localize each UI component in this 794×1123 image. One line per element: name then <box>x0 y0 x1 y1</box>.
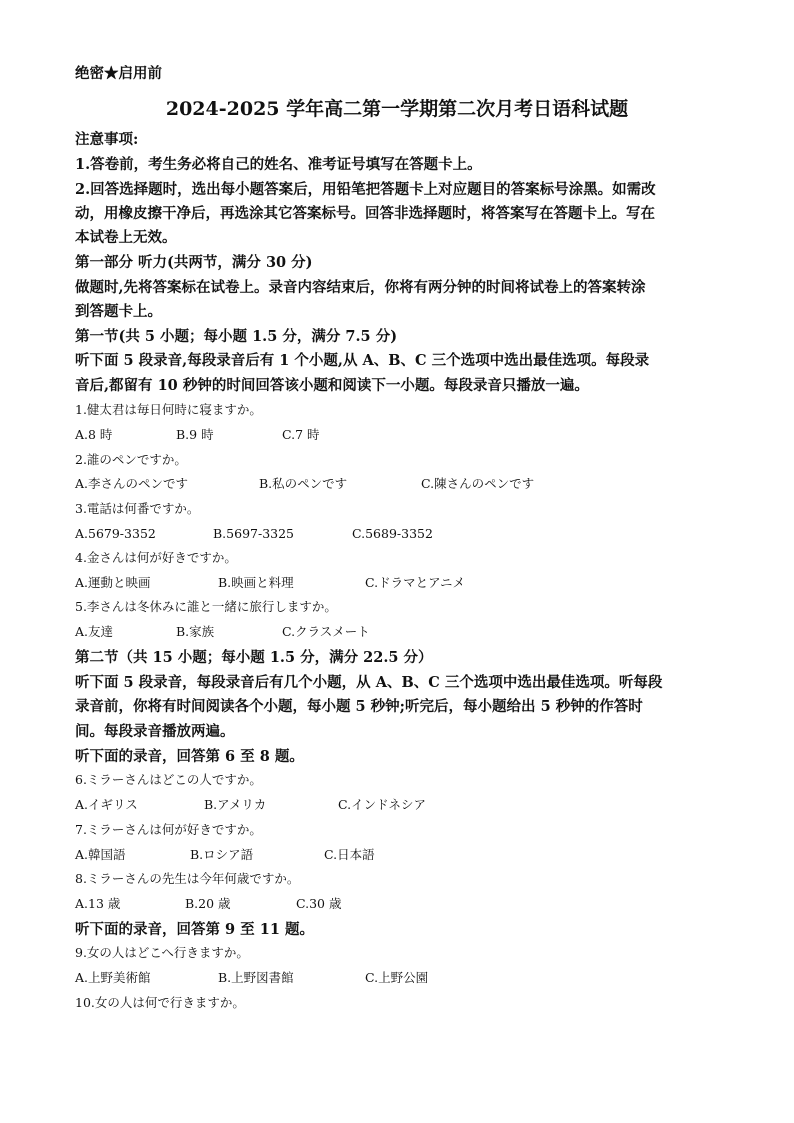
q9-option-b: B.上野図書館 <box>218 970 294 985</box>
question-6: 6.ミラーさんはどこの人ですか。 <box>75 772 262 787</box>
question-5: 5.李さんは冬休みに誰と一緒に旅行しますか。 <box>75 599 337 614</box>
question-3: 3.電話は何番ですか。 <box>75 501 200 516</box>
question-7: 7.ミラーさんは何が好きですか。 <box>75 822 262 837</box>
q2-option-a: A.李さんのペンです <box>75 476 189 491</box>
question-2: 2.誰のペンですか。 <box>75 452 187 467</box>
q4-option-a: A.運動と映画 <box>75 575 151 590</box>
q6-option-c: C.インドネシア <box>338 797 426 812</box>
q2-option-b: B.私のペンです <box>259 476 348 491</box>
q8-option-c: C.30 歳 <box>296 896 342 911</box>
question-4: 4.金さんは何が好きですか。 <box>75 550 237 565</box>
question-1: 1.健太君は毎日何時に寝ますか。 <box>75 402 262 417</box>
q1-option-c: C.7 時 <box>282 427 320 442</box>
section2-heading: 第二节（共 15 小题；每小题 1.5 分，满分 22.5 分） <box>75 649 433 666</box>
page-title: 2024-2025 学年高二第一学期第二次月考日语科试题 <box>165 98 629 120</box>
q1-option-b: B.9 時 <box>176 427 214 442</box>
q7-option-a: A.韓国語 <box>75 847 126 862</box>
part1-instruction-line-1: 做题时,先将答案标在试卷上。录音内容结束后，你将有两分钟的时间将试卷上的答案转涂 <box>75 279 646 296</box>
q4-option-b: B.映画と料理 <box>218 575 294 590</box>
question-10: 10.女の人は何で行きますか。 <box>75 995 245 1010</box>
section1-instruction-line-2: 音后,都留有 10 秒钟的时间回答该小题和阅读下一小题。每段录音只播放一遍。 <box>75 377 589 394</box>
section2-instruction-line-2: 录音前，你将有时间阅读各个小题，每小题 5 秒钟;听完后，每小题给出 5 秒钟的作答时 <box>75 698 643 715</box>
group-heading-6-8: 听下面的录音，回答第 6 至 8 题。 <box>75 748 304 765</box>
group-heading-9-11: 听下面的录音，回答第 9 至 11 题。 <box>75 921 314 938</box>
q9-option-a: A.上野美術館 <box>75 970 151 985</box>
section2-instruction-line-3: 间。每段录音播放两遍。 <box>75 723 235 740</box>
secret-mark: 绝密★启用前 <box>75 65 162 82</box>
q8-option-a: A.13 歳 <box>75 896 121 911</box>
q7-option-b: B.ロシア語 <box>190 847 254 862</box>
q5-option-b: B.家族 <box>176 624 215 639</box>
section2-instruction-line-1: 听下面 5 段录音，每段录音后有几个小题，从 A、B、C 三个选项中选出最佳选项。听每段 <box>75 674 663 691</box>
question-8: 8.ミラーさんの先生は今年何歳ですか。 <box>75 871 300 886</box>
part1-heading: 第一部分 听力(共两节，满分 30 分) <box>75 254 313 271</box>
q7-option-c: C.日本語 <box>324 847 375 862</box>
notice-item-2-line-3: 本试卷上无效。 <box>75 229 177 246</box>
notice-item-1: 1.答卷前，考生务必将自己的姓名、准考证号填写在答题卡上。 <box>75 156 482 173</box>
section1-heading: 第一节(共 5 小题；每小题 1.5 分，满分 7.5 分) <box>75 328 398 345</box>
part1-instruction-line-2: 到答题卡上。 <box>75 303 162 320</box>
q4-option-c: C.ドラマとアニメ <box>365 575 465 590</box>
q3-option-b: B.5697-3325 <box>213 526 295 541</box>
q5-option-c: C.クラスメート <box>282 624 370 639</box>
q8-option-b: B.20 歳 <box>185 896 231 911</box>
section1-instruction-line-1: 听下面 5 段录音,每段录音后有 1 个小题,从 A、B、C 三个选项中选出最佳选项。每段录 <box>75 352 650 369</box>
q2-option-c: C.陳さんのペンです <box>421 476 535 491</box>
notice-item-2-line-1: 2.回答选择题时，选出每小题答案后，用铅笔把答题卡上对应题目的答案标号涂黑。如需改 <box>75 181 656 198</box>
q5-option-a: A.友達 <box>75 624 114 639</box>
q6-option-b: B.アメリカ <box>204 797 267 812</box>
q6-option-a: A.イギリス <box>75 797 138 812</box>
question-9: 9.女の人はどこへ行きますか。 <box>75 945 249 960</box>
notice-item-2-line-2: 动，用橡皮擦干净后，再选涂其它答案标号。回答非选择题时，将答案写在答题卡上。写在 <box>75 205 655 222</box>
q9-option-c: C.上野公園 <box>365 970 429 985</box>
notice-heading: 注意事项: <box>75 131 139 148</box>
q3-option-c: C.5689-3352 <box>352 526 433 541</box>
q3-option-a: A.5679-3352 <box>75 526 156 541</box>
q1-option-a: A.8 時 <box>75 427 113 442</box>
